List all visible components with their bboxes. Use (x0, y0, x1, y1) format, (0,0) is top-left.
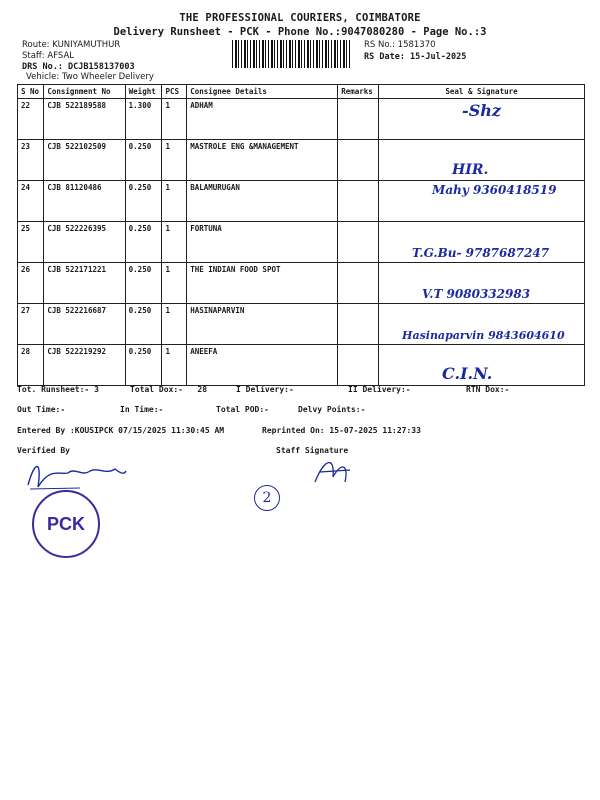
runsheet-title: Delivery Runsheet - PCK - Phone No.:9047080280 - Page No.:3 (113, 26, 487, 38)
pcs: 1 (162, 181, 187, 222)
weight: 0.250 (125, 263, 162, 304)
sno: 26 (18, 263, 44, 304)
consignee: THE INDIAN FOOD SPOT (187, 263, 338, 304)
signature (379, 99, 585, 140)
i-delivery: I Delivery:- (236, 385, 294, 394)
sno: 25 (18, 222, 44, 263)
total-pod: Total POD:- (216, 405, 269, 414)
signature-text: T.G.Bu- 9787687247 (412, 246, 550, 260)
col-signature: Seal & Signature (379, 85, 585, 99)
remarks (338, 222, 379, 263)
total-runsheet: Tot. Runsheet:- 3 (17, 385, 99, 394)
consignment-no: CJB 522189588 (44, 99, 125, 140)
verified-signature (20, 455, 130, 495)
sno: 22 (18, 99, 44, 140)
rs-number: RS No.: 1581370 (364, 40, 436, 50)
col-consignment: Consignment No (44, 85, 125, 99)
sno: 23 (18, 140, 44, 181)
entered-by: Entered By :KOUSIPCK 07/15/2025 11:30:45 AM (17, 426, 225, 435)
pcs: 1 (162, 99, 187, 140)
consignment-no: CJB 522216687 (44, 304, 125, 345)
signature (379, 222, 585, 263)
consignment-no: CJB 522102509 (44, 140, 125, 181)
remarks (338, 140, 379, 181)
rtn-dox: RTN Dox:- (466, 385, 510, 394)
col-pcs: PCS (162, 85, 187, 99)
vehicle: Vehicle: Two Wheeler Delivery (26, 72, 154, 82)
remarks (338, 99, 379, 140)
barcode (232, 40, 352, 68)
table-row (18, 304, 585, 345)
col-consignee: Consignee Details (187, 85, 338, 99)
delvy-points: Delvy Points:- (298, 405, 366, 414)
table-row (18, 263, 585, 304)
remarks (338, 345, 379, 386)
total-dox: Total Dox:- 28 (130, 385, 208, 394)
weight: 1.300 (125, 99, 162, 140)
staff-signature (305, 452, 365, 492)
weight: 0.250 (125, 140, 162, 181)
ii-delivery: II Delivery:- (348, 385, 411, 394)
consignment-no: CJB 522219292 (44, 345, 125, 386)
pck-stamp: PCK (32, 490, 100, 558)
signature-text: Hasinaparvin 9843604610 (402, 329, 565, 342)
staff: Staff: AFSAL (22, 51, 75, 61)
signature-text: Mahy 9360418519 (432, 183, 557, 197)
consignee: MASTROLE ENG &MANAGEMENT (187, 140, 338, 181)
signature (379, 140, 585, 181)
signature-text: C.I.N. (442, 364, 493, 383)
page-circle-mark: 2 (254, 485, 280, 511)
reprinted-on: Reprinted On: 15-07-2025 11:27:33 (262, 426, 421, 435)
consignment-no: CJB 81120486 (44, 181, 125, 222)
runsheet-table (17, 84, 585, 386)
weight: 0.250 (125, 345, 162, 386)
consignee: HASINAPARVIN (187, 304, 338, 345)
signature (379, 304, 585, 345)
pcs: 1 (162, 222, 187, 263)
consignee: BALAMURUGAN (187, 181, 338, 222)
table-row (18, 99, 585, 140)
table-row (18, 222, 585, 263)
weight: 0.250 (125, 222, 162, 263)
route: Route: KUNIYAMUTHUR (22, 40, 121, 50)
signature (379, 181, 585, 222)
sno: 28 (18, 345, 44, 386)
signature-text: V.T 9080332983 (422, 287, 531, 301)
remarks (338, 263, 379, 304)
consignee: ADHAM (187, 99, 338, 140)
pcs: 1 (162, 263, 187, 304)
company-title: THE PROFESSIONAL COURIERS, COIMBATORE (179, 12, 421, 24)
sno: 27 (18, 304, 44, 345)
drs-number: DRS No.: DCJB158137003 (22, 62, 135, 72)
signature-text: HIR. (452, 162, 489, 178)
col-sno: S No (18, 85, 44, 99)
weight: 0.250 (125, 181, 162, 222)
consignee: ANEEFA (187, 345, 338, 386)
table-row (18, 140, 585, 181)
consignment-no: CJB 522171221 (44, 263, 125, 304)
signature (379, 345, 585, 386)
sno: 24 (18, 181, 44, 222)
weight: 0.250 (125, 304, 162, 345)
rs-date: RS Date: 15-Jul-2025 (364, 52, 467, 62)
in-time: In Time:- (120, 405, 164, 414)
out-time: Out Time:- (17, 405, 66, 414)
staff-signature-label: Staff Signature (276, 446, 349, 455)
verified-by-label: Verified By (17, 446, 70, 455)
remarks (338, 181, 379, 222)
pcs: 1 (162, 140, 187, 181)
col-weight: Weight (125, 85, 162, 99)
table-header-row (18, 85, 585, 99)
table-row (18, 345, 585, 386)
signature-text: -Shz (462, 101, 501, 120)
pcs: 1 (162, 304, 187, 345)
table-row (18, 181, 585, 222)
pcs: 1 (162, 345, 187, 386)
consignee: FORTUNA (187, 222, 338, 263)
consignment-no: CJB 522226395 (44, 222, 125, 263)
remarks (338, 304, 379, 345)
signature (379, 263, 585, 304)
col-remarks: Remarks (338, 85, 379, 99)
